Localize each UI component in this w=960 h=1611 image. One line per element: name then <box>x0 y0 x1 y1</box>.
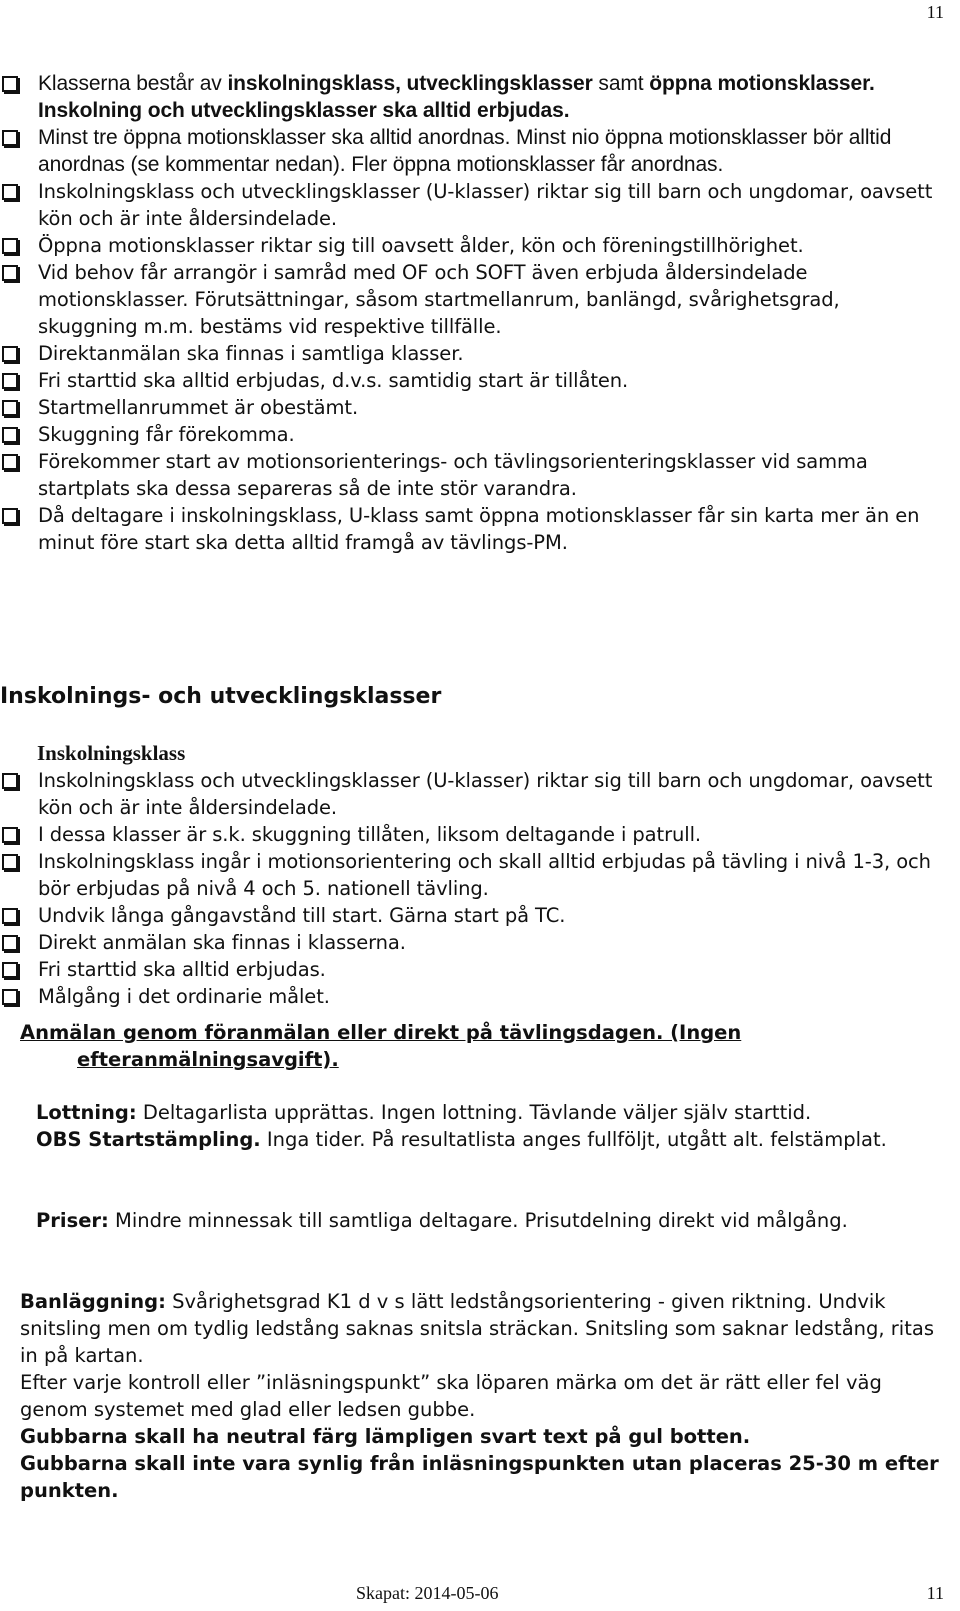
list-item-text: samt <box>592 72 650 95</box>
page-number-top: 11 <box>926 2 944 22</box>
page-number-bottom: 11 <box>926 1583 944 1603</box>
list-item-text: öppna motionsklasser. Inskolning och utvecklingsklasser ska alltid erbjudas. <box>38 72 875 122</box>
list-item <box>0 821 945 848</box>
gubbar-text-2: Gubbarna skall inte vara synlig från inläsningspunkten utan placeras 25-30 m efter punkten. <box>20 1452 939 1502</box>
footer-created: Skapat: 2014-05-06 <box>356 1583 499 1603</box>
list-item <box>0 367 945 394</box>
list-item-text: Skuggning får förekomma. <box>38 423 295 446</box>
list-item-text: Fri starttid ska alltid erbjudas, d.v.s. samtidig start är tillåten. <box>38 369 629 392</box>
checkbox-bullet-icon <box>2 238 18 254</box>
list-item <box>0 448 945 502</box>
list-item <box>0 259 945 340</box>
class-rules-list <box>0 70 945 556</box>
section-heading: Inskolnings- och utvecklingsklasser <box>0 684 442 709</box>
list-item-text: I dessa klasser är s.k. skuggning tillåten, liksom deltagande i patrull. <box>38 823 701 846</box>
priser-text: Mindre minnessak till samtliga deltagare. Prisutdelning direkt vid målgång. <box>108 1209 848 1232</box>
obs-text: Inga tider. På resultatlista anges fullföljt, utgått alt. felstämplat. <box>260 1128 887 1151</box>
efter-text: Efter varje kontroll eller ”inläsningspunkt” ska löparen märka om det är rätt eller fel väg genom systemet med glad eller ledsen gubbe. <box>20 1371 882 1421</box>
list-item-text: Öppna motionsklasser riktar sig till oavsett ålder, kön och föreningstillhörighet. <box>38 234 804 257</box>
list-item <box>0 502 945 556</box>
checkbox-bullet-icon <box>2 935 18 951</box>
banlaggning-paragraph <box>20 1288 940 1504</box>
checkbox-bullet-icon <box>2 773 18 789</box>
list-item <box>0 767 945 821</box>
list-item <box>0 421 945 448</box>
list-item-text: Förekommer start av motionsorienterings- och tävlingsorienteringsklasser vid samma startplats ska dessa separeras så de inte stör varandra. <box>38 450 868 500</box>
checkbox-bullet-icon <box>2 989 18 1005</box>
checkbox-bullet-icon <box>2 346 18 362</box>
checkbox-bullet-icon <box>2 854 18 870</box>
checkbox-bullet-icon <box>2 184 18 200</box>
priser-paragraph <box>36 1207 938 1234</box>
list-item-text: Målgång i det ordinarie målet. <box>38 985 330 1008</box>
inskolning-list <box>0 767 945 1010</box>
lottning-text: Deltagarlista upprättas. Ingen lottning. Tävlande väljer själv starttid. <box>136 1101 812 1124</box>
list-item <box>0 983 945 1010</box>
list-item <box>0 124 945 178</box>
list-item <box>0 178 945 232</box>
anmalan-text: Anmälan genom föranmälan eller direkt på tävlingsdagen. (Ingen efteranmälningsavgift). <box>20 1021 742 1071</box>
checkbox-bullet-icon <box>2 962 18 978</box>
list-item <box>0 956 945 983</box>
list-item-text: Då deltagare i inskolningsklass, U-klass samt öppna motionsklasser får sin karta mer än en minut före start ska detta alltid framgå av tävlings-PM. <box>38 504 920 554</box>
checkbox-bullet-icon <box>2 908 18 924</box>
list-item <box>0 394 945 421</box>
checkbox-bullet-icon <box>2 508 18 524</box>
list-item-text: Startmellanrummet är obestämt. <box>38 396 359 419</box>
list-item <box>0 340 945 367</box>
checkbox-bullet-icon <box>2 130 18 146</box>
list-item <box>0 929 945 956</box>
checkbox-bullet-icon <box>2 827 18 843</box>
checkbox-bullet-icon <box>2 76 18 92</box>
list-item-text: Direktanmälan ska finnas i samtliga klasser. <box>38 342 464 365</box>
list-item-text: Undvik långa gångavstånd till start. Gärna start på TC. <box>38 904 566 927</box>
checkbox-bullet-icon <box>2 400 18 416</box>
list-item-text: Vid behov får arrangör i samråd med OF och SOFT även erbjuda åldersindelade motionsklasser. Förutsättningar, såsom startmellanrum, banlängd, svårighetsgrad, skuggning m.m. bestäms vid respektive tillfälle. <box>38 261 840 338</box>
list-item <box>0 232 945 259</box>
checkbox-bullet-icon <box>2 265 18 281</box>
subsection-heading: Inskolningsklass <box>37 741 186 765</box>
list-item <box>0 848 945 902</box>
checkbox-bullet-icon <box>2 454 18 470</box>
list-item-text: Inskolningsklass och utvecklingsklasser (U-klasser) riktar sig till barn och ungdomar, oavsett kön och är inte åldersindelade. <box>38 769 933 819</box>
anmalan-paragraph <box>20 1019 940 1073</box>
lottning-paragraph <box>36 1099 936 1126</box>
list-item <box>0 70 945 124</box>
checkbox-bullet-icon <box>2 373 18 389</box>
obs-paragraph <box>36 1126 938 1153</box>
obs-label: OBS Startstämpling. <box>36 1128 261 1151</box>
priser-label: Priser: <box>36 1209 109 1232</box>
banlaggning-text: Svårighetsgrad K1 d v s lätt ledstångsorientering - given riktning. Undvik snitsling men om tydlig ledstång saknas snitsla sträckan. Snitsling som saknar ledstång, ritas in på kartan. <box>20 1290 934 1367</box>
banlaggning-label: Banläggning: <box>20 1290 166 1313</box>
lottning-label: Lottning: <box>36 1101 137 1124</box>
checkbox-bullet-icon <box>2 427 18 443</box>
list-item <box>0 902 945 929</box>
list-item-text: Klasserna består av <box>38 72 228 95</box>
list-item-text: Minst tre öppna motionsklasser ska alltid anordnas. Minst nio öppna motionsklasser bör alltid anordnas (se kommentar nedan). Fler öppna motionsklasser får anordnas. <box>38 126 892 176</box>
list-item-text: Inskolningsklass ingår i motionsorientering och skall alltid erbjudas på tävling i nivå 1-3, och bör erbjudas på nivå 4 och 5. nationell tävling. <box>38 850 931 900</box>
gubbar-text-1: Gubbarna skall ha neutral färg lämpligen svart text på gul botten. <box>20 1425 751 1448</box>
list-item-text: Direkt anmälan ska finnas i klasserna. <box>38 931 406 954</box>
list-item-text: Inskolningsklass och utvecklingsklasser (U-klasser) riktar sig till barn och ungdomar, oavsett kön och är inte åldersindelade. <box>38 180 933 230</box>
list-item-text: inskolningsklass, utvecklingsklasser <box>227 72 593 95</box>
list-item-text: Fri starttid ska alltid erbjudas. <box>38 958 326 981</box>
